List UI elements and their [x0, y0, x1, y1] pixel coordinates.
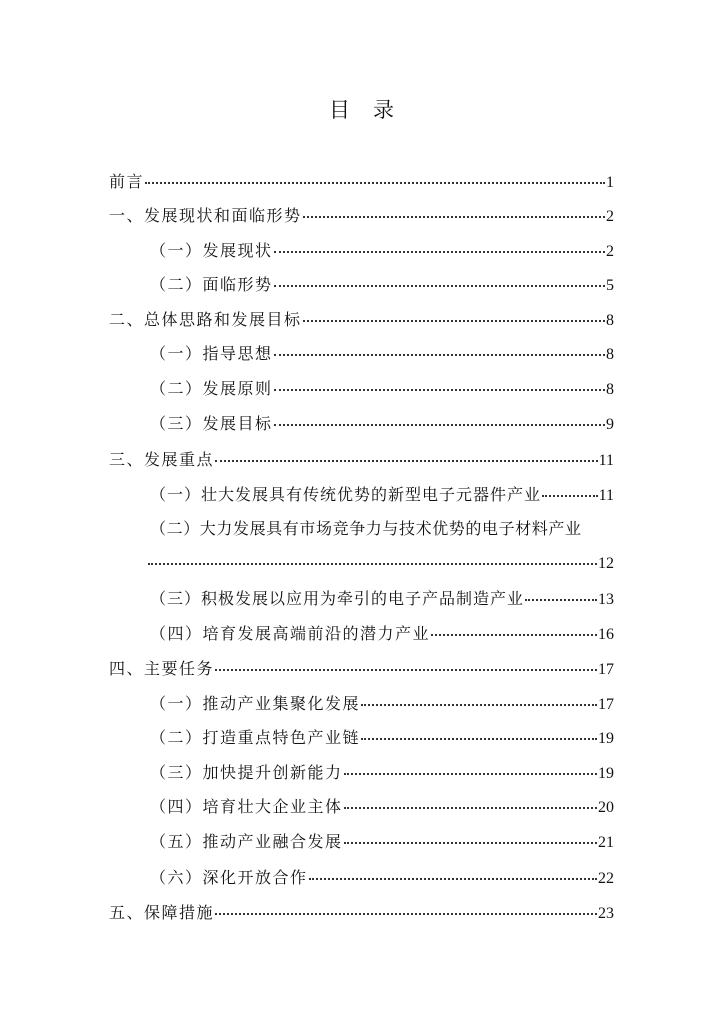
page-title: 目 录 [329, 98, 395, 122]
dot-leader [215, 460, 598, 462]
toc-entry-text: 前言 [109, 172, 145, 191]
toc-page-number: 2 [606, 243, 614, 260]
toc-entry-section[interactable] [150, 728, 614, 749]
toc-entry-section[interactable] [150, 275, 614, 296]
dot-leader [309, 878, 597, 880]
toc-page-number: 8 [606, 312, 614, 329]
toc-page-number: 22 [598, 870, 614, 887]
toc-entry-chapter-5[interactable] [109, 903, 614, 924]
toc-entry-section[interactable] [150, 379, 614, 400]
dot-leader [361, 704, 597, 706]
toc-page-number: 5 [606, 277, 614, 294]
toc-page-number: 19 [598, 765, 614, 782]
toc-entry-chapter-2[interactable] [109, 310, 614, 331]
toc-page-number: 17 [598, 696, 614, 713]
toc-entry-text: 四、主要任务 [109, 659, 215, 678]
dot-leader [145, 182, 605, 184]
toc-page-number: 20 [598, 799, 614, 816]
toc-entry-text: （二）打造重点特色产业链 [150, 728, 361, 747]
toc-page-number: 8 [606, 381, 614, 398]
toc-entry-text: （一）壮大发展具有传统优势的新型电子元器件产业 [150, 485, 542, 504]
toc-entry-section[interactable] [150, 241, 614, 262]
dot-leader [274, 424, 605, 426]
toc-entry-text: 三、发展重点 [109, 450, 215, 469]
toc-entry-chapter-4[interactable] [109, 659, 614, 680]
dot-leader [274, 354, 605, 356]
dot-leader [344, 842, 597, 844]
dot-leader [215, 669, 597, 671]
dot-leader [303, 320, 605, 322]
toc-page-number: 21 [598, 834, 614, 851]
toc-entry-section[interactable] [150, 344, 614, 365]
toc-page-number: 1 [606, 174, 614, 191]
toc-entry-chapter-3[interactable] [109, 450, 614, 471]
toc-entry-text: （二）面临形势 [150, 275, 273, 294]
toc-entry-text: （六）深化开放合作 [150, 868, 308, 887]
dot-leader [361, 738, 597, 740]
dot-leader [344, 807, 597, 809]
toc-entry-text: （二）发展原则 [150, 379, 273, 398]
toc-entry-text: （四）培育壮大企业主体 [150, 797, 343, 816]
dot-leader [148, 563, 597, 565]
toc-entry-text: （四）培育发展高端前沿的潜力产业 [150, 624, 431, 643]
toc-entry-section[interactable] [150, 485, 614, 506]
dot-leader [542, 495, 598, 497]
toc-page-number: 2 [606, 208, 614, 225]
dot-leader [274, 251, 605, 253]
toc-entry-text: （一）推动产业集聚化发展 [150, 694, 361, 713]
toc-entry-section[interactable] [150, 797, 614, 818]
toc-page-number: 9 [606, 416, 614, 433]
dot-leader [431, 634, 597, 636]
toc-entry-text: （三）积极发展以应用为牵引的电子产品制造产业 [150, 589, 525, 608]
toc-entry-chapter-1[interactable] [109, 206, 614, 227]
toc-entry-section[interactable] [150, 694, 614, 715]
toc-entry-text: （一）发展现状 [150, 241, 273, 260]
toc-entry-text: （三）加快提升创新能力 [150, 763, 343, 782]
dot-leader [215, 913, 597, 915]
toc-entry-section-wrapped[interactable] [150, 519, 614, 539]
dot-leader [344, 773, 597, 775]
toc-page-number: 11 [598, 452, 614, 469]
toc-entry-text: 五、保障措施 [109, 903, 215, 922]
toc-entry-text: 二、总体思路和发展目标 [109, 310, 302, 329]
toc-page-number: 23 [598, 905, 614, 922]
toc-page-number: 17 [598, 661, 614, 678]
toc-page-number: 8 [606, 346, 614, 363]
toc-entry-section[interactable] [150, 763, 614, 784]
toc-entry-continuation[interactable] [147, 554, 614, 574]
dot-leader [274, 389, 605, 391]
toc-entry-section[interactable] [150, 414, 614, 435]
toc-page-number: 13 [598, 591, 614, 608]
toc-entry-preface[interactable] [109, 172, 614, 193]
toc-entry-section[interactable] [150, 624, 614, 645]
toc-entry-text: （三）发展目标 [150, 414, 273, 433]
dot-leader [274, 285, 605, 287]
toc-page-number: 12 [598, 555, 614, 572]
toc-page-number: 16 [598, 626, 614, 643]
toc-entry-text: （五）推动产业融合发展 [150, 832, 343, 851]
dot-leader [303, 216, 605, 218]
toc-entry-section[interactable] [150, 832, 614, 853]
toc-entry-text: （一）指导思想 [150, 344, 273, 363]
toc-entry-section[interactable] [150, 589, 614, 610]
toc-page-number: 11 [598, 487, 614, 504]
dot-leader [525, 599, 597, 601]
toc-entry-text: 一、发展现状和面临形势 [109, 206, 302, 225]
toc-entry-text: （二）大力发展具有市场竞争力与技术优势的电子材料产业 [150, 519, 582, 538]
toc-page-number: 19 [598, 730, 614, 747]
toc-entry-section[interactable] [150, 868, 614, 889]
